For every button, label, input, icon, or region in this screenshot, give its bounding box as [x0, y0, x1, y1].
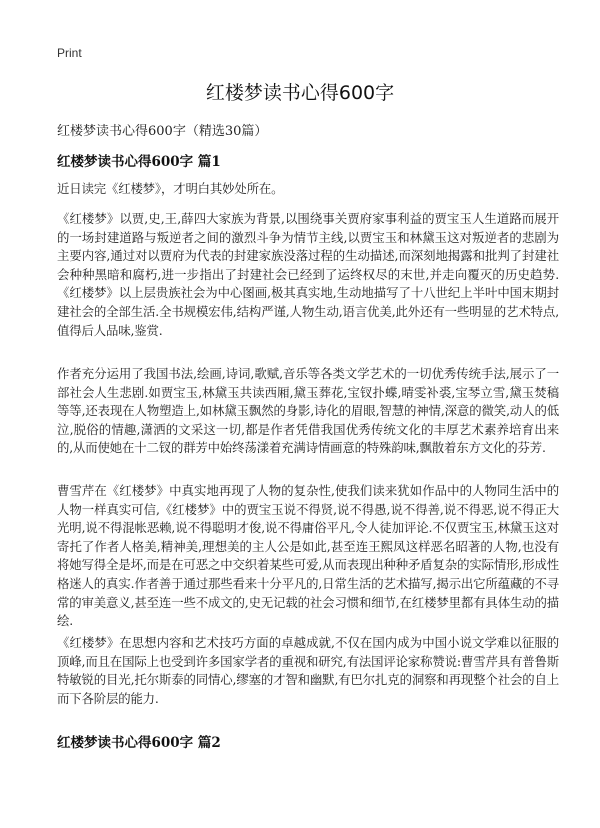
paragraph-achievement: 《红楼梦》在思想内容和艺术技巧方面的卓越成就,不仅在国内成为中国小说文学难以征服的顶峰,而且在国际上也受到许多国家学者的重视和研究,有法国评论家称赞说:曹雪芹具有普鲁斯特敏锐的目光,托尔斯泰的同情心,缪塞的才智和幽默,有巴尔扎克的洞察和再现整个社会的自上而下各阶层的能力. [57, 635, 559, 706]
paragraph-characters: 曹雪芹在《红楼梦》中真实地再现了人物的复杂性,使我们读来犹如作品中的人物同生活中的人物一样真实可信,《红楼梦》中的贾宝玉说不得贤,说不得愚,说不得善,说不得恶,说不得正大光明,说不得混帐恶赖,说不得聪明才俊,说不得庸俗平凡,令人徒加评论.不仅贾宝玉,林黛玉这对寄托了作者人格美,精神美,理想美的主人公是如此,甚至连王熙凤这样恶名昭著的人物,也没有将她写得全是坏,而是在可恶之中交织着某些可爱,从而表现出种种矛盾复杂的实际情形,形成性格迷人的真实.作者善于通过那些看来十分平凡的,日常生活的艺术描写,揭示出它所蕴藏的不寻常的审美意义,甚至连一些不成文的,史无记载的社会习惯和细节,在红楼梦里都有具体生动的描绘. [57, 483, 559, 629]
document-title: 红楼梦读书心得600字 [205, 82, 395, 104]
section-heading-2: 红楼梦读书心得600字 篇2 [57, 735, 221, 751]
print-link[interactable]: Print [57, 46, 82, 60]
document-subtitle: 红楼梦读书心得600字（精选30篇） [57, 124, 268, 139]
paragraph-background: 《红楼梦》以贾,史,王,薛四大家族为背景,以围绕事关贾府家事利益的贾宝玉人生道路而展开的一场封建道路与叛逆者之间的激烈斗争为情节主线,以贾宝玉和林黛玉这对叛逆者的悲剧为主要内容,通过对以贾府为代表的封建家族没落过程的生动描述,而深刻地揭露和批判了封建社会种种黑暗和腐朽,进一步指出了封建社会已经到了运终权尽的末世,并走向覆灭的历史趋势.《红楼梦》以上层贵族社会为中心图画,极其真实地,生动地描写了十八世纪上半叶中国末期封建社会的全部生活.全书规模宏伟,结构严谨,人物生动,语言优美,此外还有一些明显的艺术特点,值得后人品味,鉴赏. [57, 211, 559, 338]
paragraph-intro: 近日读完《红楼梦》，才明白其妙处所在。 [57, 181, 284, 196]
section-heading-1: 红楼梦读书心得600字 篇1 [57, 154, 221, 170]
paragraph-art-techniques: 作者充分运用了我国书法,绘画,诗词,歌赋,音乐等各类文学艺术的一切优秀传统手法,展示了一部社会人生悲剧.如贾宝玉,林黛玉共读西厢,黛玉葬花,宝钗扑蝶,晴雯补裘,宝琴立雪,黛玉焚稿等等,还表现在人物塑造上,如林黛玉飘然的身影,诗化的眉眼,智慧的神情,深意的微笑,动人的低泣,脱俗的情趣,潇洒的文采这一切,都是作者凭借我国优秀传统文化的丰厚艺术素养培育出来的,从而使她在十二钗的群芳中始终荡漾着充满诗情画意的特殊韵味,飘散着东方文化的芬芳. [57, 366, 559, 456]
